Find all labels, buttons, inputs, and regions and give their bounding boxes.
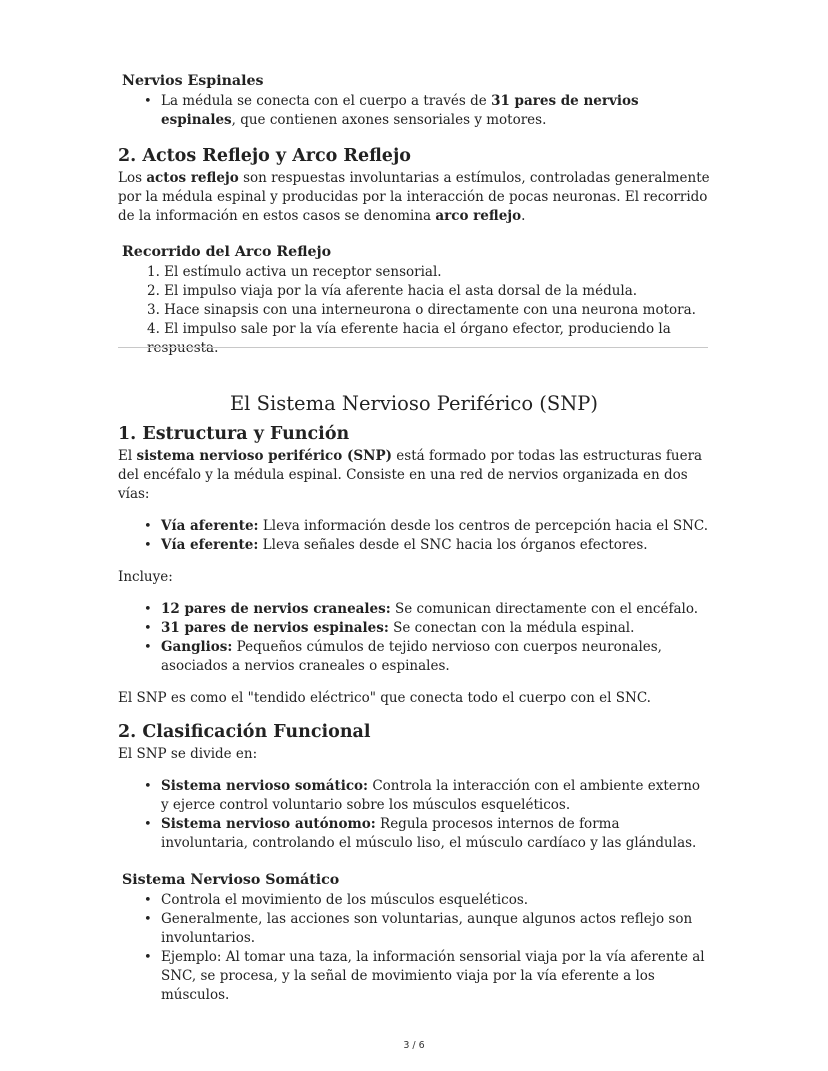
paragraph-clasificacion: El SNP se divide en: bbox=[118, 746, 258, 762]
list-item: 1. El estímulo activa un receptor sensorial. bbox=[147, 264, 442, 280]
paragraph-incluye: Incluye: bbox=[118, 569, 173, 585]
list-item: • Vía eferente: Lleva señales desde el SNC hacia los órganos efectores. bbox=[118, 536, 710, 555]
list-item: 2. El impulso viaja por la vía aferente hacia el asta dorsal de la médula. bbox=[147, 283, 638, 299]
list-item: • 12 pares de nervios craneales: Se comunican directamente con el encéfalo. bbox=[118, 600, 710, 619]
paragraph-estructura: El sistema nervioso periférico (SNP) está formado por todas las estructuras fuera del encéfalo y la médula espinal. Consiste en una red de nervios organizada en dos vías: bbox=[118, 448, 703, 502]
heading-snp: El Sistema Nervioso Periférico (SNP) bbox=[229, 392, 599, 415]
heading-clasificacion: 2. Clasificación Funcional bbox=[118, 722, 371, 742]
paragraph-actos-reflejo: Los actos reflejo son respuestas involuntarias a estímulos, controladas generalmente por la médula espinal y producidas por la interacción de pocas neuronas. El recorrido de la información en estos casos se denomina arco reflejo. bbox=[118, 170, 710, 224]
heading-somatico: Sistema Nervioso Somático bbox=[122, 872, 340, 888]
list-item: • Ejemplo: Al tomar una taza, la información sensorial viaja por la vía aferente al SNC, se procesa, y la señal de movimiento viaja por la vía eferente a los músculos. bbox=[118, 948, 710, 1005]
paragraph-snp-closing: El SNP es como el "tendido eléctrico" que conecta todo el cuerpo con el SNC. bbox=[118, 690, 651, 706]
heading-actos-reflejo: 2. Actos Reflejo y Arco Reflejo bbox=[118, 146, 411, 166]
heading-recorrido: Recorrido del Arco Reflejo bbox=[122, 244, 332, 260]
list-item: • Ganglios: Pequeños cúmulos de tejido nervioso con cuerpos neuronales, asociados a nervios craneales o espinales. bbox=[118, 638, 710, 676]
list-item: • Vía aferente: Lleva información desde los centros de percepción hacia el SNC. bbox=[118, 517, 710, 536]
list-item: • La médula se conecta con el cuerpo a través de 31 pares de nervios espinales, que contienen axones sensoriales y motores. bbox=[118, 92, 710, 130]
list-nervios-espinales bbox=[118, 92, 710, 130]
page-number: 3 / 6 bbox=[403, 1040, 425, 1051]
list-item: • Sistema nervioso autónomo: Regula procesos internos de forma involuntaria, controlando el músculo liso, el músculo cardíaco y las glándulas. bbox=[118, 815, 710, 853]
heading-estructura: 1. Estructura y Función bbox=[118, 424, 350, 444]
list-somatico bbox=[118, 891, 710, 1005]
section-divider bbox=[118, 347, 708, 348]
list-vias bbox=[118, 517, 710, 555]
list-item: 3. Hace sinapsis con una interneurona o directamente con una neurona motora. bbox=[147, 302, 696, 318]
list-incluye bbox=[118, 600, 710, 676]
heading-nervios-espinales: Nervios Espinales bbox=[122, 73, 264, 89]
list-item: 4. El impulso sale por la vía eferente hacia el órgano efector, produciendo la respuesta. bbox=[147, 321, 671, 356]
list-clasificacion bbox=[118, 777, 710, 853]
list-recorrido bbox=[118, 263, 710, 358]
page-content bbox=[118, 70, 710, 1005]
list-item: • Generalmente, las acciones son voluntarias, aunque algunos actos reflejo son involuntarios. bbox=[118, 910, 710, 948]
list-item: • Controla el movimiento de los músculos esqueléticos. bbox=[118, 891, 710, 910]
list-item: • 31 pares de nervios espinales: Se conectan con la médula espinal. bbox=[118, 619, 710, 638]
list-item: • Sistema nervioso somático: Controla la interacción con el ambiente externo y ejerce control voluntario sobre los músculos esqueléticos. bbox=[118, 777, 710, 815]
